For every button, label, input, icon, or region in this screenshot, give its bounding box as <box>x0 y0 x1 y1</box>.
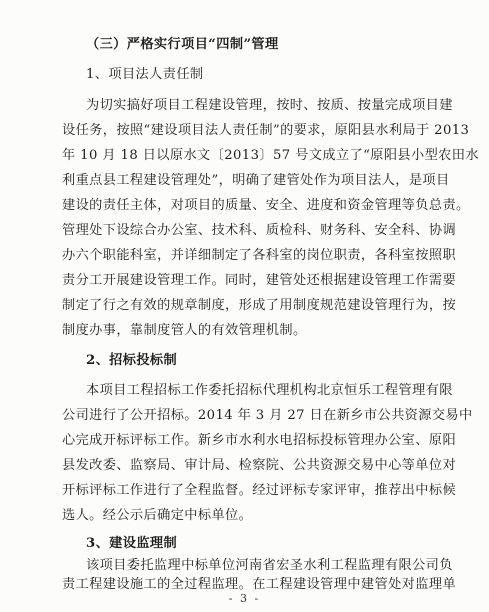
paragraph-line: 办六个职能科室，并详细制定了各科室的岗位职责，各科室按照职 <box>62 248 457 263</box>
paragraph-line: 制度办事，靠制度管人的有效管理机制。 <box>62 323 307 338</box>
paragraph-line: 心完成开标评标工作。新乡市水利水电招标投标管理办公室、原阳 <box>62 433 457 448</box>
section-title: （三）严格实行项目“四制”管理 <box>86 37 279 52</box>
paragraph-line: 选人。经公示后确定中标单位。 <box>62 508 253 523</box>
subsection-2-title: 2、招标投标制 <box>86 353 178 368</box>
paragraph-line: 责分工开展建设管理工作。同时，建管处还根据建设管理工作需要 <box>62 273 457 288</box>
page-number: - 3 - <box>228 592 261 605</box>
paragraph-line: 本项目工程招标工作委托招标代理机构北京恒乐工程管理有限 <box>86 383 453 398</box>
paragraph-line: 管理处下设综合办公室、技术科、质检科、财务科、安全科、协调 <box>62 223 457 238</box>
paragraph-line: 年 10 月 18 日以原水文〔2013〕57 号文成立了“原阳县小型农田水 <box>62 148 479 163</box>
paragraph-line: 开标评标工作进行了全程监督。经过评标专家评审，推荐出中标候 <box>62 483 457 498</box>
paragraph-line: 利重点县工程建设管理处”，明确了建管处作为项目法人，是项目 <box>62 173 450 188</box>
paragraph-line: 建设的责任主体，对项目的质量、安全、进度和资金管理等负总责。 <box>62 198 470 213</box>
paragraph-line: 责工程建设施工的全过程监理。在工程建设管理中建管处对监理单 <box>62 577 457 592</box>
paragraph-line: 县发改委、监察局、审计局、检察院、公共资源交易中心等单位对 <box>62 458 457 473</box>
paragraph-line: 该项目委托监理中标单位河南省宏圣水利工程监理有限公司负 <box>86 558 453 573</box>
paragraph-line: 设任务，按照“建设项目法人责任制”的要求，原阳县水利局于 2013 <box>62 123 470 138</box>
subsection-3-title: 3、建设监理制 <box>86 536 178 551</box>
paragraph-line: 为切实搞好项目工程建设管理，按时、按质、按量完成项目建 <box>86 98 453 113</box>
paragraph-line: 公司进行了公开招标。2014 年 3 月 27 日在新乡市公共资源交易中 <box>62 408 473 423</box>
subsection-1-title: 1、项目法人责任制 <box>86 67 204 82</box>
paragraph-line: 制定了行之有效的规章制度，形成了用制度规范建设管理行为，按 <box>62 298 457 313</box>
